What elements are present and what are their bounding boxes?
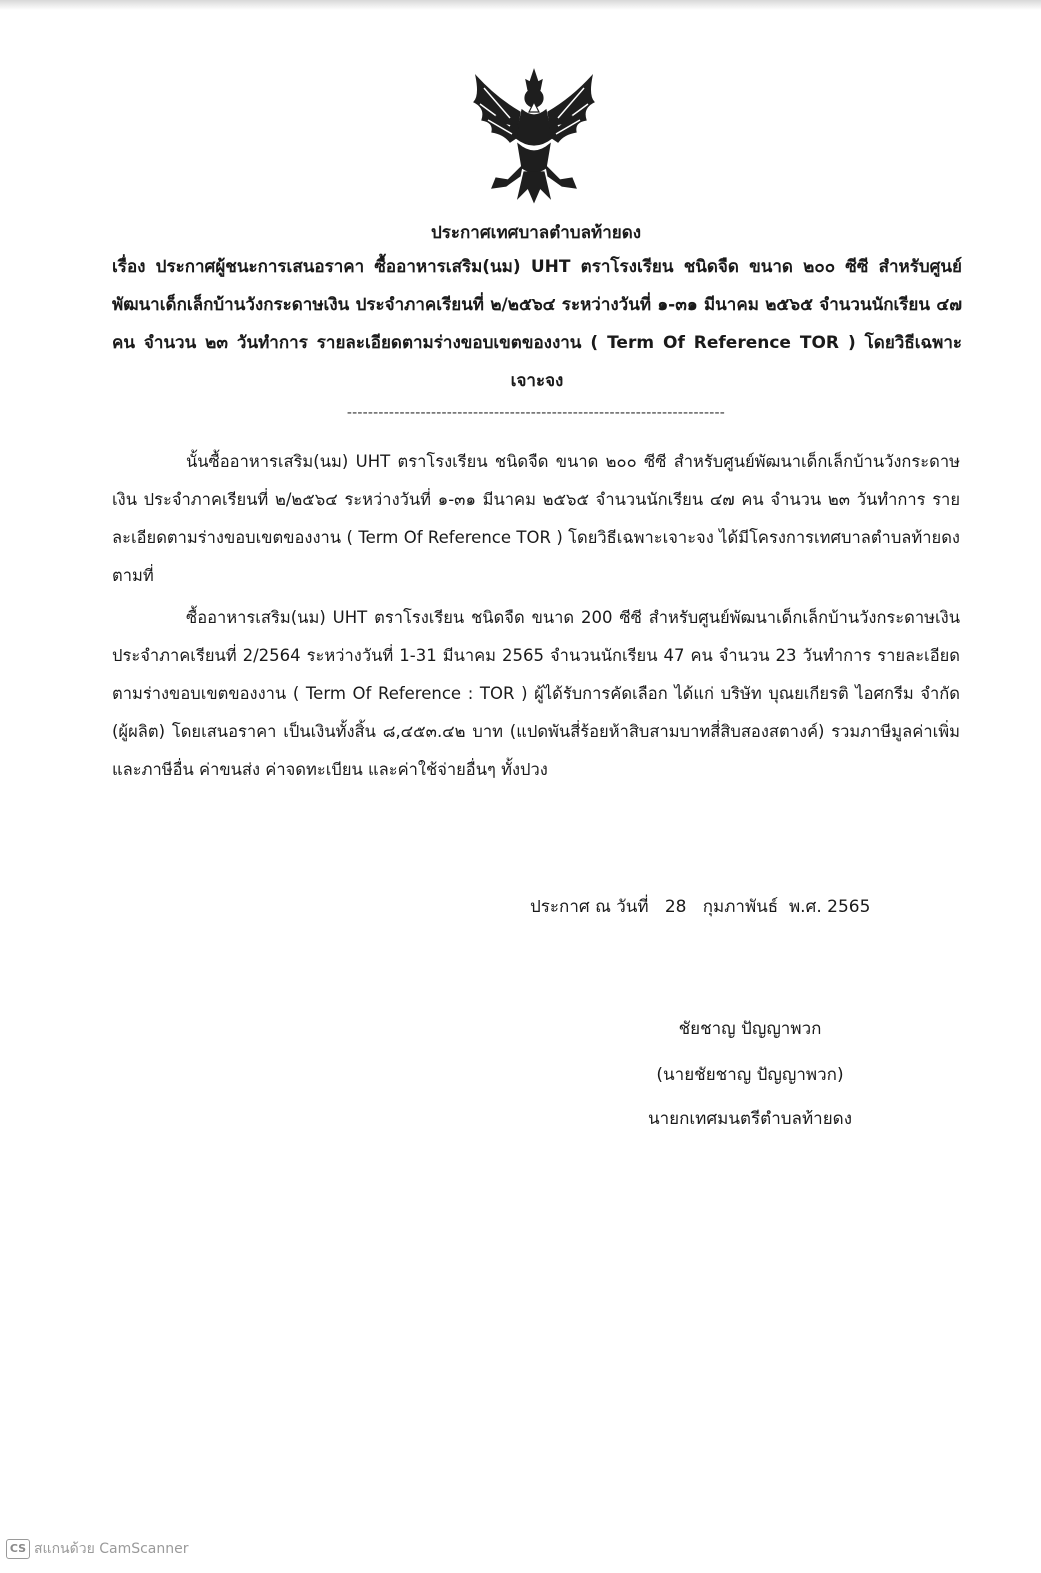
scanner-watermark	[6, 1538, 189, 1560]
announcement-subject: เรื่อง ประกาศผู้ชนะการเสนอราคา ซื้ออาหารเสริม(นม) UHT ตราโรงเรียน ชนิดจืด ขนาด ๒๐๐ ซีซี สำหรับศูนย์พัฒนาเด็กเล็กบ้านวังกระดาษเงิน ประจำภาคเรียนที่ ๒/๒๕๖๔ ระหว่างวันที่ ๑-๓๑ มีนาคม ๒๕๖๕ จำนวนนักเรียน ๔๗ คน จำนวน ๒๓ วันทำการ รายละเอียดตามร่างขอบเขตของงาน ( Term Of Reference TOR ) โดยวิธีเฉพาะเจาะจง	[112, 257, 962, 391]
signature-position: นายกเทศมนตรีตำบลท้ายดง	[647, 1109, 853, 1129]
garuda-emblem-icon	[466, 68, 602, 204]
announcement-date: ประกาศ ณ วันที่ 28 กุมภาพันธ์ พ.ศ. 2565	[530, 897, 871, 917]
signature-printed-name: (นายชัยชาญ ปัญญาพวก)	[656, 1065, 844, 1085]
camscanner-logo-icon: CS	[6, 1539, 30, 1559]
body-paragraph-2	[112, 599, 960, 789]
body-paragraph-2-text: ซื้ออาหารเสริม(นม) UHT ตราโรงเรียน ชนิดจืด ขนาด 200 ซีซี สำหรับศูนย์พัฒนาเด็กเล็กบ้านวังกระดาษเงิน ประจำภาคเรียนที่ 2/2564 ระหว่างวันที่ 1-31 มีนาคม 2565 จำนวนนักเรียน 47 คน จำนวน 23 วันทำการ รายละเอียดตามร่างขอบเขตของงาน ( Term Of Reference : TOR ) ผู้ได้รับการคัดเลือก ได้แก่ บริษัท บุณยเกียรติ ไอศกรีม จำกัด (ผู้ผลิต) โดยเสนอราคา เป็นเงินทั้งสิ้น ๘,๔๕๓.๔๒ บาท (แปดพันสี่ร้อยห้าสิบสามบาทสี่สิบสองสตางค์) รวมภาษีมูลค่าเพิ่มและภาษีอื่น ค่าขนส่ง ค่าจดทะเบียน และค่าใช้จ่ายอื่นๆ ทั้งปวง	[112, 608, 960, 779]
body-paragraph-1	[112, 443, 960, 595]
scan-edge-shadow	[0, 0, 1041, 10]
section-divider: ------------------------------------------------------------------------	[346, 405, 726, 421]
body-paragraph-1-text: นั้นซื้ออาหารเสริม(นม) UHT ตราโรงเรียน ชนิดจืด ขนาด ๒๐๐ ซีซี สำหรับศูนย์พัฒนาเด็กเล็กบ้านวังกระดาษเงิน ประจำภาคเรียนที่ ๒/๒๕๖๔ ระหว่างวันที่ ๑-๓๑ มีนาคม ๒๕๖๕ จำนวนนักเรียน ๔๗ คน จำนวน ๒๓ วันทำการ รายละเอียดตามร่างขอบเขตของงาน ( Term Of Reference TOR ) โดยวิธีเฉพาะเจาะจง ได้มีโครงการเทศบาลตำบลท้ายดงตามที่	[112, 452, 960, 585]
watermark-text: สแกนด้วย CamScanner	[34, 1541, 189, 1557]
announcement-heading: ประกาศเทศบาลตำบลท้ายดง	[430, 223, 642, 243]
signature-name: ชัยชาญ ปัญญาพวก	[678, 1019, 822, 1039]
